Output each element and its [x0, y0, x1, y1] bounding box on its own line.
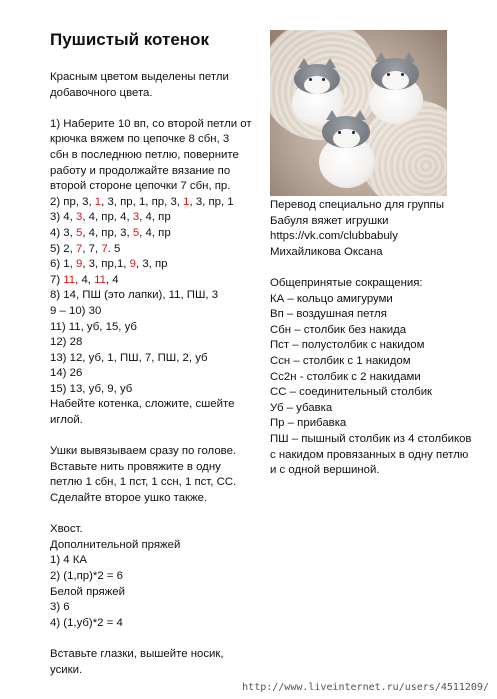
abbreviation-item: Сс2н - столбик с 2 накидами [270, 370, 421, 383]
abbreviation-item: Вп – воздушная петля [270, 308, 387, 321]
finish-line: усики. [50, 663, 83, 676]
tail-line: 4) (1,уб)*2 = 4 [50, 616, 123, 629]
abbreviation-item: Пст – полустолбик с накидом [270, 339, 425, 352]
ears-line: Ушки вывязываем сразу по голове. [50, 445, 237, 458]
row-line: 8) 14, ПШ (это лапки), 11, ПШ, 3 [50, 289, 219, 302]
abbreviation-item: КА – кольцо амигуруми [270, 292, 393, 305]
row-3: 3) 4, 3, 4, пр, 4, 3, 4, пр [50, 211, 171, 224]
row-4: 4) 3, 5, 4, пр, 3, 5, 4, пр [50, 226, 171, 239]
credit-line: Бабуля вяжет игрушки [270, 214, 389, 227]
kitten-toy [315, 110, 379, 190]
abbreviation-item: и с одной вершиной. [270, 464, 380, 477]
abbreviations-heading: Общепринятые сокращения: [270, 276, 423, 289]
row-line: 13) 12, уб, 1, ПШ, 7, ПШ, 2, уб [50, 351, 208, 364]
row-2: 2) пр, 3, 1, 3, пр, 1, пр, 3, 1, 3, пр, 1 [50, 195, 234, 208]
row-line: Набейте котенка, сложите, сшейте [50, 398, 235, 411]
row-7: 7) 11, 4, 11, 4 [50, 273, 119, 286]
page-title: Пушистый котенок [50, 30, 209, 49]
abbreviation-item: СС – соединительный столбик [270, 386, 433, 399]
info-column [270, 198, 485, 479]
abbreviation-item: Уб – убавка [270, 401, 333, 414]
tail-line: Белой пряжей [50, 585, 125, 598]
abbreviation-item: Сбн – столбик без накида [270, 323, 407, 336]
row-line: иглой. [50, 414, 83, 427]
ears-line: Вставьте нить провяжите в одну [50, 460, 221, 473]
row-6: 6) 1, 9, 3, пр,1, 9, 3, пр [50, 258, 168, 271]
row-line: 14) 26 [50, 367, 83, 380]
instruction-line: сбн в последнюю петлю, поверните [50, 148, 239, 161]
tail-line: Хвост. [50, 523, 83, 536]
instruction-line: крючка вяжем по цепочке 8 сбн, 3 [50, 133, 230, 146]
tail-line: Дополнительной пряжей [50, 538, 181, 551]
row-line: 9 – 10) 30 [50, 304, 102, 317]
credit-link[interactable]: https://vk.com/clubbabuly [270, 230, 398, 243]
credit-line: Перевод специально для группы [270, 199, 445, 211]
abbreviation-item: Пр – прибавка [270, 417, 347, 430]
abbreviation-item: с накидом провязанных в одну петлю [270, 448, 469, 461]
tail-line: 3) 6 [50, 601, 70, 614]
intro-line: Красным цветом выделены петли [50, 71, 229, 83]
abbreviation-item: ПШ – пышный столбик из 4 столбиков [270, 432, 472, 445]
tail-line: 2) (1,пр)*2 = 6 [50, 570, 123, 582]
instruction-line: работу и продолжайте вязание по [50, 164, 231, 177]
source-url[interactable]: http://www.liveinternet.ru/users/4511209/ [242, 682, 489, 693]
kittens-photo [270, 30, 447, 196]
row-line: 12) 28 [50, 336, 83, 349]
instruction-line: 1) Наберите 10 вп, со второй петли от [50, 117, 252, 130]
abbreviation-item: Ссн – столбик с 1 накидом [270, 354, 411, 367]
tail-line: 1) 4 КА [50, 554, 88, 567]
credit-line: Михайликова Оксана [270, 245, 383, 258]
row-5: 5) 2, 7, 7, 7. 5 [50, 242, 121, 255]
ears-line: петлю 1 сбн, 1 пст, 1 ссн, 1 пст, СС. [50, 476, 237, 489]
pattern-column [50, 70, 265, 678]
ears-line: Сделайте второе ушко также. [50, 492, 208, 505]
intro-line: добавочного цвета. [50, 86, 153, 99]
instruction-line: второй стороне цепочки 7 сбн, пр. [50, 180, 231, 193]
finish-line: Вставьте глазки, вышейте носик, [50, 647, 224, 660]
row-line: 15) 13, уб, 9, уб [50, 382, 133, 395]
row-line: 11) 11, уб, 15, уб [50, 320, 137, 333]
